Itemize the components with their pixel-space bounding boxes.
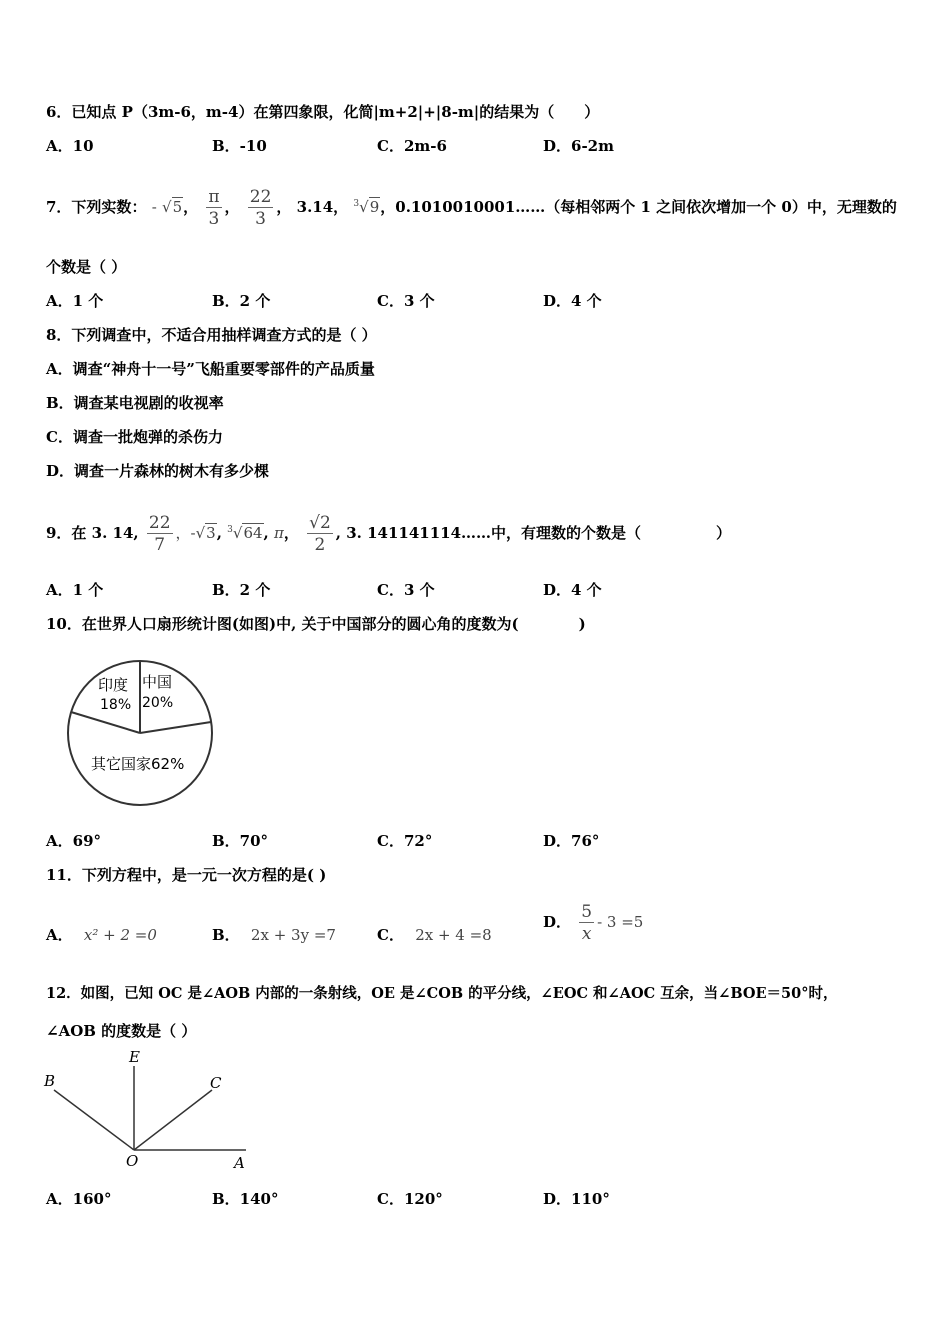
q8-option-a[interactable]: A．调查“神舟十一号”飞船重要零部件的产品质量 — [46, 360, 375, 378]
pie-pct-china: 20% — [142, 695, 174, 711]
q11-d-rest: - 3 =5 — [597, 913, 644, 931]
pie-pct-india: 18% — [100, 697, 132, 713]
label-b: B — [44, 1072, 56, 1090]
q7-cbrt-radicand: 9 — [369, 198, 380, 216]
q9-tail: , 3. 141141114……中，有理数的个数是（ ） — [335, 524, 732, 542]
q10-stem: 10．在世界人口扇形统计图(如图)中, 关于中国部分的圆心角的度数为( ) — [46, 615, 586, 633]
q9-minus: ，- — [175, 524, 196, 542]
q11-c-expr: 2x + 4 =8 — [415, 926, 492, 944]
q11-option-a[interactable] — [46, 925, 157, 945]
q12-stem: 12．如图，已知 OC 是∠AOB 内部的一条射线，OE 是∠COB 的平分线，∠EOC 和∠AOC 互余，当∠BOE＝50°时， — [46, 985, 838, 1002]
q7-frac-22-den: 3 — [255, 208, 266, 229]
q9-option-a[interactable]: A．1 个 — [46, 581, 104, 599]
q7-frac-22 — [248, 187, 274, 230]
ray-ob — [54, 1090, 134, 1150]
q6-stem: 6．已知点 P（3m-6，m-4）在第四象限，化简|m+2|+|8-m|的结果为（ ） — [46, 103, 600, 121]
q7-option-b[interactable]: B．2 个 — [212, 292, 271, 310]
q11-d-frac-den: x — [581, 923, 592, 944]
q11-option-d[interactable] — [543, 900, 643, 945]
label-o: O — [126, 1152, 139, 1170]
q7-stem: 7．下列实数： - √5， $\frac{\pi}{3}$ ， $\frac{22}{3}$ ， 3.14， $^3$√9，0.1010010001……（每相邻两个 1 之间依次增加一个 0）中，无理数的 — [46, 186, 897, 229]
q7-sqrt5: √5 — [162, 198, 183, 216]
q12-option-b[interactable]: B．140° — [212, 1190, 279, 1208]
q6-option-a[interactable]: A．10 — [46, 137, 94, 155]
q10-option-b[interactable]: B．70° — [212, 832, 269, 850]
q10-option-d[interactable]: D．76° — [543, 832, 600, 850]
q7-frac-pi-num: π — [208, 186, 220, 207]
q9-option-c[interactable]: C．3 个 — [377, 581, 435, 599]
q7-frac-22-num: 22 — [249, 186, 272, 207]
label-e: E — [129, 1048, 140, 1066]
angle-diagram — [40, 1046, 255, 1171]
q9-sqrt3-radicand: 3 — [206, 524, 216, 542]
q7-cbrt9: $^3$√9 — [353, 198, 380, 216]
label-a: A — [234, 1154, 245, 1171]
q6-option-c[interactable]: C．2m-6 — [377, 137, 447, 155]
q7-option-d[interactable]: D．4 个 — [543, 292, 602, 310]
q7-line2: 个数是（ ） — [46, 258, 127, 276]
q12-option-c[interactable]: C．120° — [377, 1190, 443, 1208]
pie-divider-left — [71, 712, 140, 733]
q11-stem: 11．下列方程中，是一元一次方程的是( ) — [46, 866, 327, 884]
q9-frac-sqrt2 — [307, 513, 333, 556]
q12-line2: ∠AOB 的度数是（ ） — [46, 1022, 197, 1040]
q7-option-c[interactable]: C．3 个 — [377, 292, 435, 310]
pie-divider-right — [140, 722, 211, 733]
ray-oc — [134, 1090, 212, 1150]
q7-minus: - — [151, 198, 157, 216]
q9-frac-num: 22 — [148, 512, 171, 533]
pie-label-other: 其它国家62% — [91, 755, 185, 773]
pie-label-china: 中国 — [142, 673, 173, 691]
q9-stem: 9．在 3. 14, $\frac{22}{7}$ ，-√3, $^3$√64, π， $\frac{√2}{2}$ , 3. 141141114……中，有理数的个数是（ ） — [46, 512, 732, 555]
q9-frac-22-7 — [147, 513, 173, 556]
q11-c-label: C． — [377, 926, 404, 944]
q9-frac-sqrt2-num: √2 — [309, 512, 331, 533]
q8-option-b[interactable]: B．调查某电视剧的收视率 — [46, 394, 224, 412]
q10-option-c[interactable]: C．72° — [377, 832, 433, 850]
q9-cbrt64: $^3$√64 — [227, 524, 263, 542]
q7-frac-pi-den: 3 — [208, 208, 220, 229]
q9-option-b[interactable]: B．2 个 — [212, 581, 271, 599]
q8-option-d[interactable]: D．调查一片森林的树木有多少棵 — [46, 462, 270, 480]
q11-d-frac — [579, 902, 594, 945]
q11-option-c[interactable] — [377, 925, 492, 945]
q9-cbrt-index: 3 — [227, 525, 233, 535]
q9-pi: π — [274, 524, 284, 542]
q6-option-d[interactable]: D．6-2m — [543, 137, 614, 155]
q11-d-frac-num: 5 — [581, 901, 593, 922]
q8-stem: 8．下列调查中，不适合用抽样调查方式的是（ ） — [46, 326, 377, 344]
q12-option-d[interactable]: D．110° — [543, 1190, 610, 1208]
q7-number: 7．下列实数： — [46, 198, 147, 216]
q9-option-d[interactable]: D．4 个 — [543, 581, 602, 599]
q8-option-c[interactable]: C．调查一批炮弹的杀伤力 — [46, 428, 223, 446]
q12-option-a[interactable]: A．160° — [46, 1190, 112, 1208]
q6-option-b[interactable]: B．-10 — [212, 137, 267, 155]
q7-value-314: 3.14， — [296, 198, 349, 216]
q11-a-expr: x² + 2 =0 — [83, 926, 157, 944]
pie-chart — [60, 654, 220, 812]
q11-option-b[interactable] — [212, 925, 336, 945]
q9-frac-den: 7 — [154, 534, 166, 555]
q11-d-label: D． — [543, 913, 572, 931]
pie-label-india: 印度 — [98, 676, 129, 694]
q9-number: 9．在 3. 14, — [46, 524, 139, 542]
q7-option-a[interactable]: A．1 个 — [46, 292, 104, 310]
q9-sqrt3: √3 — [195, 524, 216, 542]
q7-frac-pi — [206, 187, 221, 230]
q7-sqrt5-radicand: 5 — [172, 198, 183, 216]
q11-a-label: A． — [46, 926, 73, 944]
q11-b-expr: 2x + 3y =7 — [250, 926, 336, 944]
q9-frac-sqrt2-radicand: 2 — [319, 512, 331, 533]
q9-frac-sqrt2-den: 2 — [314, 534, 326, 555]
q10-option-a[interactable]: A．69° — [46, 832, 102, 850]
q7-tail: ，0.1010010001……（每相邻两个 1 之间依次增加一个 0）中，无理数的 — [380, 198, 897, 216]
label-c: C — [210, 1074, 222, 1092]
q7-cbrt-index: 3 — [353, 199, 360, 209]
q9-cbrt-radicand: 64 — [243, 524, 263, 542]
q11-b-label: B． — [212, 926, 240, 944]
